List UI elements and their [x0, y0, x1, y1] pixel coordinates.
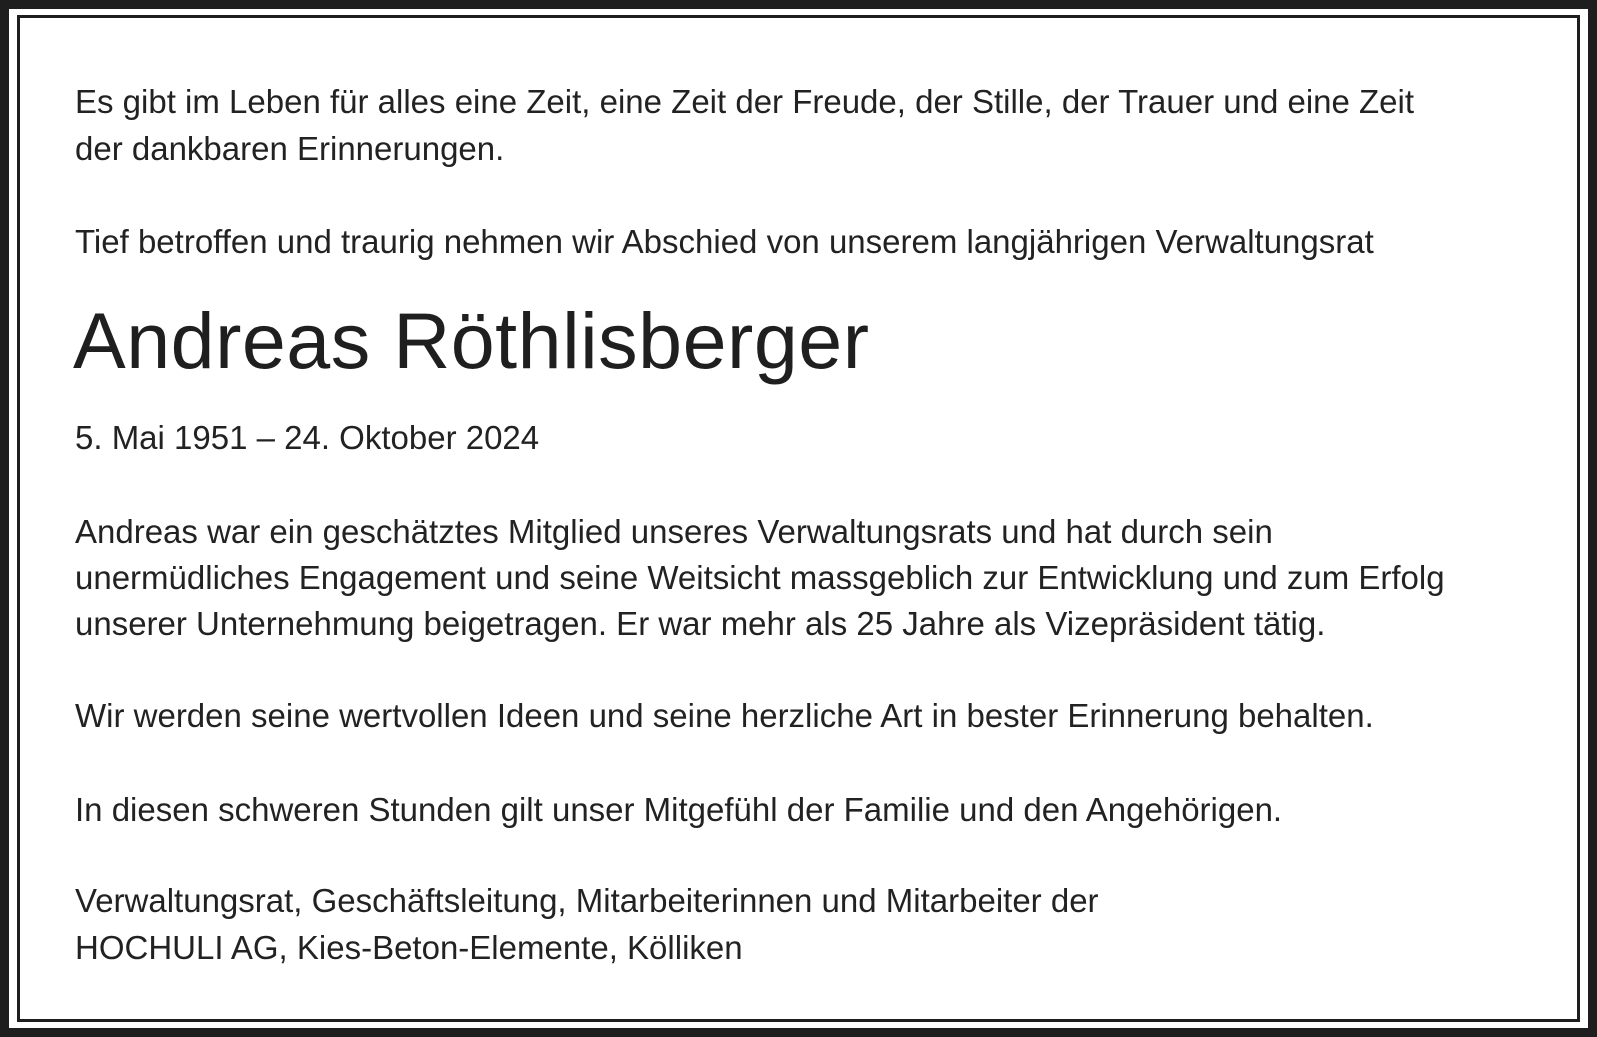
signature-line-2: HOCHULI AG, Kies-Beton-Elemente, Kölliken [75, 929, 743, 966]
opening-line-2: der dankbaren Erinnerungen. [75, 130, 505, 167]
life-dates: 5. Mai 1951 – 24. Oktober 2024 [75, 419, 540, 456]
deceased-name: Andreas Röthlisberger [73, 296, 870, 385]
tribute-line-2: unermüdliches Engagement und seine Weitsicht massgeblich zur Entwicklung und zum Erfolg [75, 559, 1445, 596]
tribute-line-3: unserer Unternehmung beigetragen. Er war mehr als 25 Jahre als Vizepräsident tätig. [75, 605, 1326, 642]
condolence-text: In diesen schweren Stunden gilt unser Mitgefühl der Familie und den Angehörigen. [75, 791, 1283, 828]
opening-line-1: Es gibt im Leben für alles eine Zeit, eine Zeit der Freude, der Stille, der Trauer und eine Zeit [75, 83, 1415, 120]
remembrance-text: Wir werden seine wertvollen Ideen und seine herzliche Art in bester Erinnerung behalten. [75, 697, 1374, 734]
announcement-text: Tief betroffen und traurig nehmen wir Abschied von unserem langjährigen Verwaltungsrat [75, 223, 1374, 260]
signature-line-1: Verwaltungsrat, Geschäftsleitung, Mitarbeiterinnen und Mitarbeiter der [75, 882, 1099, 919]
tribute-line-1: Andreas war ein geschätztes Mitglied unseres Verwaltungsrats und hat durch sein [75, 513, 1273, 550]
inner-border [17, 15, 1580, 1022]
